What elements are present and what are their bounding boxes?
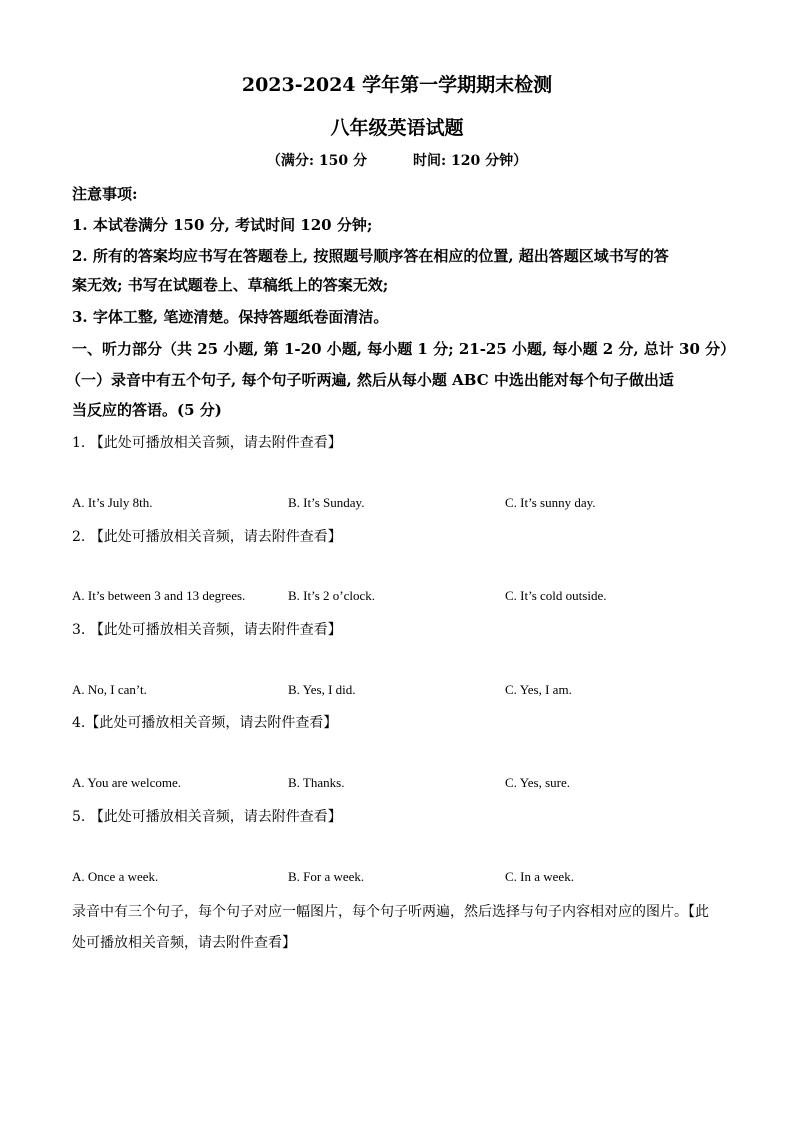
part1-instruction-line-2: 当反应的答语。(5 分) bbox=[72, 401, 222, 419]
section-listening-heading: 一、听力部分（共 25 小题, 第 1-20 小题, 每小题 1 分; 21-25 小题, 每小题 2 分, 总计 30 分） bbox=[72, 340, 736, 358]
option-b: B. It’s Sunday. bbox=[288, 495, 365, 510]
option-b: B. It’s 2 o’clock. bbox=[288, 588, 376, 603]
exam-subtitle: 八年级英语试题 bbox=[330, 117, 464, 139]
option-a: A. It’s July 8th. bbox=[72, 495, 153, 510]
option-b: B. Yes, I did. bbox=[288, 682, 356, 697]
exam-title: 2023-2024 学年第一学期期末检测 bbox=[241, 74, 553, 96]
question-stem: 2. 【此处可播放相关音频，请去附件查看】 bbox=[72, 529, 342, 545]
option-b: B. For a week. bbox=[288, 869, 365, 884]
option-c: C. Yes, I am. bbox=[505, 682, 572, 697]
question-stem: 3. 【此处可播放相关音频，请去附件查看】 bbox=[72, 622, 342, 638]
exam-time: 时间: 120 分钟） bbox=[413, 153, 528, 169]
option-a: A. No, I can’t. bbox=[72, 682, 147, 697]
part2-instruction-line-1: 录音中有三个句子，每个句子对应一幅图片，每个句子听两遍，然后选择与句子内容相对应的图片。【此 bbox=[72, 904, 709, 920]
part2-instruction-line-2: 处可播放相关音频，请去附件查看】 bbox=[72, 935, 296, 951]
option-c: C. Yes, sure. bbox=[505, 775, 571, 790]
option-a: A. Once a week. bbox=[72, 869, 159, 884]
option-c: C. In a week. bbox=[505, 869, 574, 884]
question-stem: 5. 【此处可播放相关音频，请去附件查看】 bbox=[72, 809, 342, 825]
option-b: B. Thanks. bbox=[288, 775, 345, 790]
option-a: A. It’s between 3 and 13 degrees. bbox=[72, 588, 246, 603]
note-item-3: 3. 字体工整, 笔迹清楚。保持答题纸卷面清洁。 bbox=[72, 308, 389, 326]
score-time-line bbox=[0, 150, 794, 170]
note-item-1: 1. 本试卷满分 150 分, 考试时间 120 分钟; bbox=[72, 216, 373, 234]
full-score: （满分: 150 分 bbox=[266, 153, 367, 169]
notes-heading: 注意事项: bbox=[72, 185, 138, 203]
option-c: C. It’s sunny day. bbox=[505, 495, 596, 510]
option-a: A. You are welcome. bbox=[72, 775, 182, 790]
option-c: C. It’s cold outside. bbox=[505, 588, 607, 603]
note-item-2-line-1: 2. 所有的答案均应书写在答题卷上, 按照题号顺序答在相应的位置, 超出答题区域书写的答 bbox=[72, 247, 669, 265]
question-stem: 1. 【此处可播放相关音频，请去附件查看】 bbox=[72, 435, 342, 451]
note-item-2-line-2: 案无效; 书写在试题卷上、草稿纸上的答案无效; bbox=[72, 276, 389, 294]
part1-instruction-line-1: （一）录音中有五个句子, 每个句子听两遍, 然后从每小题 ABC 中选出能对每个句子做出适 bbox=[66, 371, 674, 389]
question-stem: 4.【此处可播放相关音频，请去附件查看】 bbox=[72, 715, 338, 731]
